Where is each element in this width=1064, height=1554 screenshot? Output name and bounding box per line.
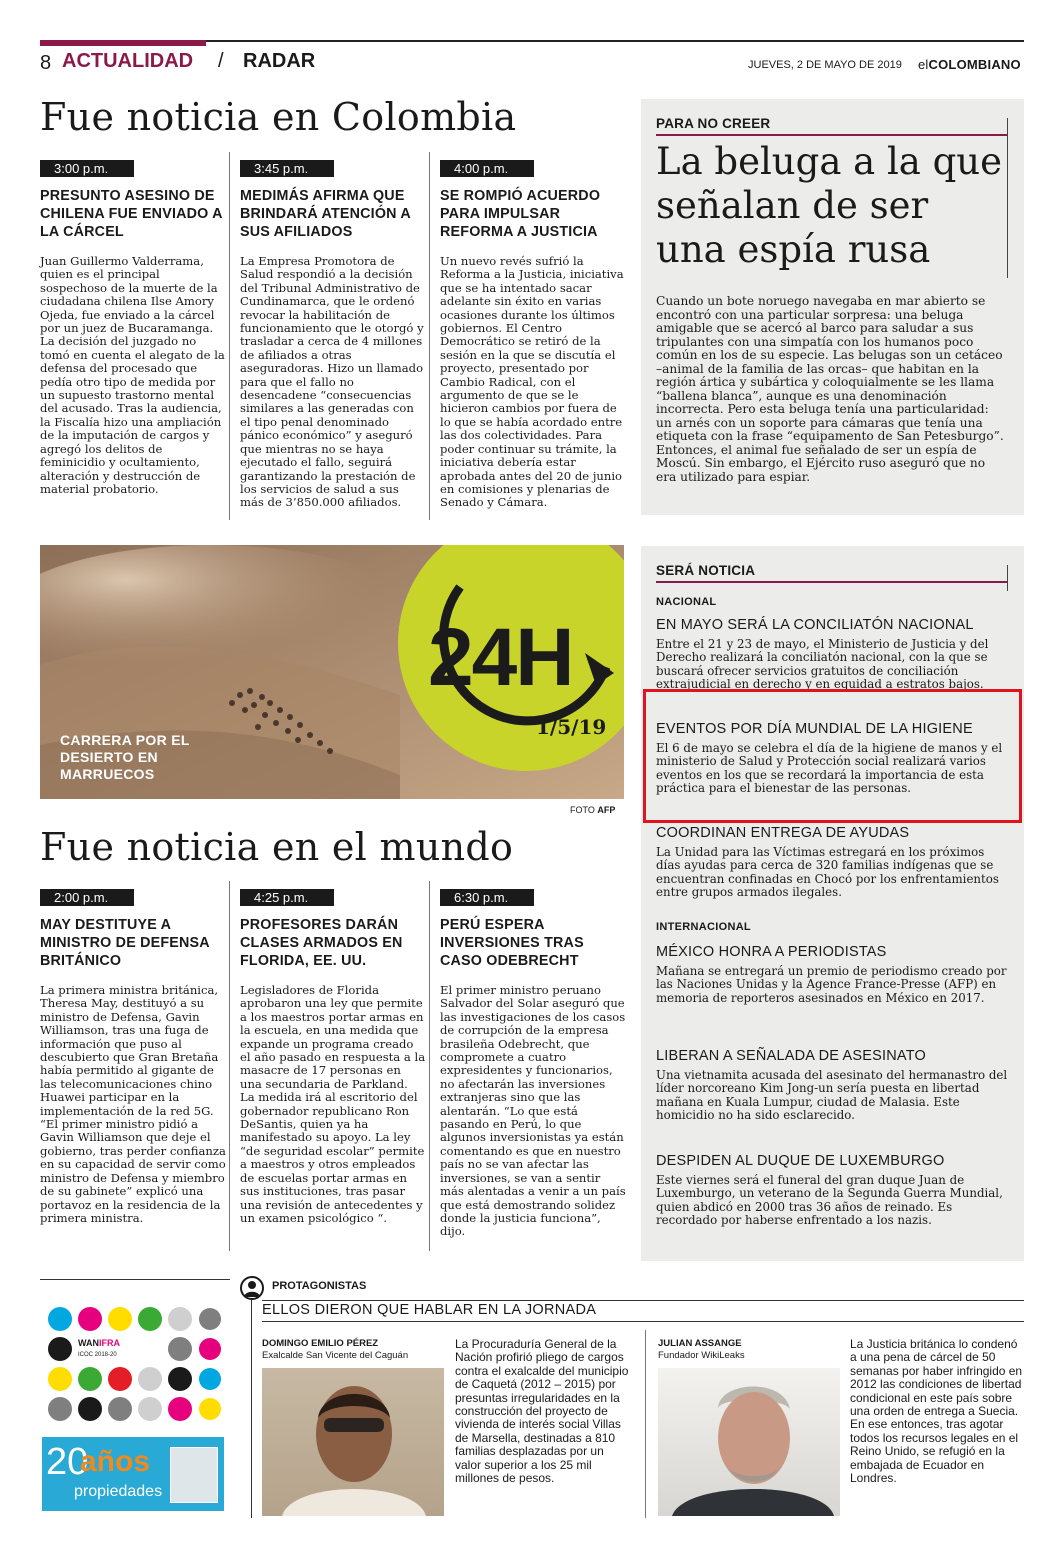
photo-caption [60, 732, 190, 783]
item-body: El 6 de mayo se celebra el día de la higiene de manos y el ministerio de Salud y Protección social realizará varios eventos en los que se recordará la importancia de esta práctica para el bienestar de las personas. [656, 741, 1003, 796]
color-test-ad [42, 1302, 222, 1432]
news-item [440, 158, 626, 510]
protagonistas-subtitle: ELLOS DIERON QUE HABLAR EN LA JORNADA [262, 1302, 597, 1318]
caption-line: DESIERTO EN [60, 749, 158, 765]
column-divider [229, 152, 230, 520]
caption-line: CARRERA POR EL [60, 732, 190, 748]
anos-word: años [80, 1445, 151, 1478]
beluga-panel [641, 99, 1024, 515]
panel-tag: SERÁ NOTICIA [656, 563, 756, 578]
news-headline: PROFESORES DARÁN CLASES ARMADOS EN FLORIDA, EE. UU. [240, 917, 403, 969]
headline-line: La beluga a la que [656, 140, 1003, 183]
news-body: Juan Guillermo Valderrama, quien es el principal sospechoso de la muerte de la ciudadana chilena Ilse Amory Ojeda, fue enviado a la cárcel por un juez de Bucaramanga. La decisión del juzgado no tomó en cuenta el alegato de la defensa del procesado que pedía otro tipo de medida por un supuesto trastorno mental del acusado. Tras la audiencia, la Fiscalía hizo una ampliación de la imputación de cargos y agregó los delitos de feminicidio y ocultamiento, alteración y destrucción de material probatorio. [40, 254, 225, 496]
mundo-title: Fue noticia en el mundo [40, 825, 514, 869]
page-number: 8 [40, 52, 52, 74]
section-name: ACTUALIDAD [62, 50, 194, 72]
category-label: INTERNACIONAL [656, 921, 751, 933]
top-accent-bar [40, 40, 206, 46]
news-headline: PERÚ ESPERA INVERSIONES TRAS CASO ODEBRECHT [440, 917, 584, 969]
credit-label: FOTO [570, 805, 598, 815]
logo-name: COLOMBIANO [928, 57, 1021, 72]
news-item [40, 887, 226, 1225]
news-headline: MEDIMÁS AFIRMA QUE BRINDARÁ ATENCIÓN A SUS AFILIADOS [240, 188, 411, 240]
column-divider [429, 152, 430, 520]
item-headline: EVENTOS POR DÍA MUNDIAL DE LA HIGIENE [656, 721, 973, 737]
column-divider [429, 881, 430, 1251]
news-item [240, 158, 426, 510]
person-name: JULIAN ASSANGE [658, 1338, 742, 1349]
desert-race-photo [40, 545, 624, 799]
time-badge: 6:30 p.m. [440, 889, 534, 906]
wan-label: WAN [78, 1338, 99, 1348]
item-headline: COORDINAN ENTREGA DE AYUDAS [656, 825, 910, 841]
item-headline: EN MAYO SERÁ LA CONCILIATÓN NACIONAL [656, 617, 974, 633]
panel-vertical-rule [1007, 118, 1008, 278]
news-headline: MAY DESTITUYE A MINISTRO DE DEFENSA BRITÁNICO [40, 917, 210, 969]
person-icon [240, 1276, 264, 1300]
column-divider [229, 881, 230, 1251]
person-photo [658, 1368, 840, 1516]
headline-line: una espía rusa [656, 228, 931, 271]
person-role: Fundador WikiLeaks [658, 1350, 745, 1361]
time-badge: 3:00 p.m. [40, 160, 134, 177]
item-headline: MÉXICO HONRA A PERIODISTAS [656, 944, 887, 960]
person-body: La Justicia británica lo condenó a una pena de cárcel de 50 semanas por haber infringido en 2012 las condiciones de libertad condicional en este país sobre una orden de entrega a Suecia. En ese entonces, tras agotar todos los recursos legales en el Reino Unido, se refugió en la embajada de Ecuador en Londres. [850, 1337, 1023, 1486]
anos-brand: propiedades [74, 1483, 163, 1500]
propiedades-ad [42, 1437, 224, 1511]
category-label: NACIONAL [656, 596, 717, 608]
column-divider [645, 1330, 646, 1518]
photo-credit [570, 805, 615, 815]
icc-label: ICOC 2018-20 [78, 1352, 117, 1358]
badge-24h: 24H [428, 612, 573, 703]
subsection-name: RADAR [243, 50, 316, 72]
news-body: El primer ministro peruano Salvador del Solar aseguró que las investigaciones de los casos de corrupción de la empresa brasileña Odebrecht, que compromete a cuatro expresidentes y funcionarios, no afectarán las inversiones extranjeras sino que las alentarán. “Lo que está pasando en Perú, lo que algunos inversionistas ya están comentando es que en nuestro país no se van afectar las inversiones, se van a sentir más alentadas a venir a un país que está demostrando solidez donde la justicia funciona”, dijo. [440, 983, 626, 1239]
panel-accent-rule [656, 134, 1008, 136]
issue-date: JUEVES, 2 DE MAYO DE 2019 [748, 59, 902, 71]
caption-line: MARRUECOS [60, 766, 155, 782]
credit-source: AFP [597, 805, 616, 815]
person-role: Exalcalde San Vicente del Caguán [262, 1350, 409, 1361]
item-body: La Unidad para las Víctimas estregará en los próximos días ayudas para cerca de 320 familias indígenas que se encuentran confinadas en Chocó por los enfrentamientos entre grupos armados ilegales. [656, 845, 999, 900]
news-item [240, 887, 426, 1225]
ad-top-rule [40, 1279, 230, 1280]
protagonistas-tag: PROTAGONISTAS [272, 1280, 367, 1292]
person-photo [262, 1368, 444, 1516]
news-item [40, 158, 226, 496]
protagonistas-sub-rule [262, 1321, 1024, 1322]
panel-tag: PARA NO CREER [656, 116, 771, 131]
colombia-title: Fue noticia en Colombia [40, 95, 517, 139]
beluga-body: Cuando un bote noruego navegaba en mar abierto se encontró con una particular sorpresa: una beluga amigable que se acercó al barco para saludar a sus tripulantes con una simpatía con los humanos poco común en los de su especie. Las belugas son un cetáceo –animal de la familia de las orcas– que habitan en la región ártica y subártica y coloquialmente se les llama “ballena blanca”, aunque es una denominación incorrecta. Pero esta beluga tenía una particularidad: un arnés con un soporte para cámaras que tenía una etiqueta con la frase “equipamento de San Petesburgo”. Entonces, el animal fue señalado de ser un espía de Moscú. Sin embargo, el Ejército ruso aseguró que no era utilizado para espiar. [656, 294, 1004, 484]
color-dots-graphic [42, 1302, 222, 1432]
highlight-box [643, 689, 1022, 823]
item-headline: DESPIDEN AL DUQUE DE LUXEMBURGO [656, 1153, 945, 1169]
news-body: La Empresa Promotora de Salud respondió a la decisión del Tribunal Administrativo de Cundinamarca, que le ordenó revocar la habilitación de funcionamiento que le otorgó y trasladar a cerca de 4 millones de afiliados a otras aseguradoras. Hizo un llamado para que el fallo no desencadene “consecuencias similares a las generadas con el tipo penal denominado pánico económico” y aseguró que mientras no se haya ejecutado el fallo, seguirá garantizando la prestación de los servicios de salud a sus más de 3’850.000 afiliados. [240, 254, 424, 510]
time-badge: 4:25 p.m. [240, 889, 334, 906]
time-badge: 2:00 p.m. [40, 889, 134, 906]
item-headline: LIBERAN A SEÑALADA DE ASESINATO [656, 1048, 926, 1064]
news-body: Legisladores de Florida aprobaron una ley que permite a los maestros portar armas en la escuela, en una medida que expande un programa creado el año pasado en respuesta a la masacre de 17 personas en una secundaria de Parkland. La medida irá al escritorio del gobernador republicano Ron DeSantis, quien ya ha manifestado su apoyo. La ley “de seguridad escolar” permite a maestros y otros empleados de escuelas portar armas en sus instituciones, tras pasar una revisión de antecedentes y un examen psicológico “. [240, 983, 426, 1225]
wan-ifra-logo [78, 1338, 120, 1348]
sera-noticia-panel [641, 546, 1024, 1261]
person-name: DOMINGO EMILIO PÉREZ [262, 1338, 379, 1349]
logo-prefix: el [918, 57, 929, 72]
protagonistas-top-rule [262, 1300, 1024, 1301]
news-headline: PRESUNTO ASESINO DE CHILENA FUE ENVIADO A LA CÁRCEL [40, 188, 223, 240]
news-body: La primera ministra británica, Theresa May, destituyó a su ministro de Defensa, Gavin Williamson, tras una fuga de información que puso al descubierto que Gran Bretaña había permitido al gigante de las telecomunicaciones chino Huawei participar en la implementación de la red 5G. “El primer ministro pidió a Gavin Williamson que deje el gobierno, tras perder confianza en su capacidad de servir como ministro de Defensa y miembro de su gabinete” explicó una portavoz en la residencia de la primera ministra. [40, 983, 226, 1225]
time-badge: 3:45 p.m. [240, 160, 334, 177]
badge-date: 1/5/19 [536, 715, 607, 739]
beluga-headline [656, 140, 1002, 272]
portrait-illustration [262, 1368, 444, 1516]
item-body: Este viernes será el funeral del gran duque Juan de Luxemburgo, un veterano de la Segunda Guerra Mundial, quien abdicó en 2000 tras 36 años de reinado. Es recordado por haberse enfrentado a los nazis. [656, 1173, 1003, 1228]
item-body: Entre el 21 y 23 de mayo, el Ministerio de Justicia y del Derecho realizará la conciliatón nacional, con la que se buscará ofrecer servicios gratuitos de conciliación extrajudicial en derecho y en equidad a estratos bajos. [656, 637, 989, 692]
headline-line: señalan de ser [656, 184, 929, 227]
ifra-label: IFRA [99, 1338, 120, 1348]
anos-number: 20 [46, 1441, 89, 1483]
item-body: Una vietnamita acusada del asesinato del hermanastro del líder norcoreano Kim Jong-un sería puesta en libertad mañana en Kuala Lumpur, ciudad de Malasia. Este homicidio no ha sido esclarecido. [656, 1068, 1008, 1123]
newspaper-logo [918, 57, 1021, 72]
time-badge: 4:00 p.m. [440, 160, 534, 177]
news-item [440, 887, 626, 1239]
person-body: La Procuraduría General de la Nación profirió pliego de cargos contra el exalcalde del municipio de Caquetá (2012 – 2015) por presuntas irregularidades en la construcción del proyecto de vivienda de interés social Villas de Marsella, destinadas a 810 familias desplazadas por un valor superior a los 25 mil millones de pesos. [455, 1337, 629, 1486]
item-body: Mañana se entregará un premio de periodismo creado por las Naciones Unidas y la Agence France-Presse (AFP) en memoria de reporteros asesinados en México en 2017. [656, 964, 1007, 1005]
portrait-illustration [658, 1368, 840, 1516]
panel-vertical-rule [1007, 565, 1008, 591]
protagonistas-rule [251, 1300, 252, 1518]
panel-accent-rule [656, 581, 1008, 583]
magazine-cover-thumbnail [170, 1447, 218, 1503]
news-headline: SE ROMPIÓ ACUERDO PARA IMPULSAR REFORMA A JUSTICIA [440, 188, 601, 240]
news-body: Un nuevo revés sufrió la Reforma a la Justicia, iniciativa que se ha intentado sacar adelante sin éxito en varias ocasiones durante los últimos gobiernos. El Centro Democrático se retiró de la sesión en la que se discutía el proyecto, presentado por Cambio Radical, con el argumento de que se le hicieron cambios por fuera de lo que se había acordado entre las dos colectividades. Para poder continuar su trámite, la iniciativa debería estar aprobada antes del 20 de junio en comisiones y plenarias de Senado y Cámara. [440, 254, 624, 510]
section-separator: / [218, 50, 224, 72]
